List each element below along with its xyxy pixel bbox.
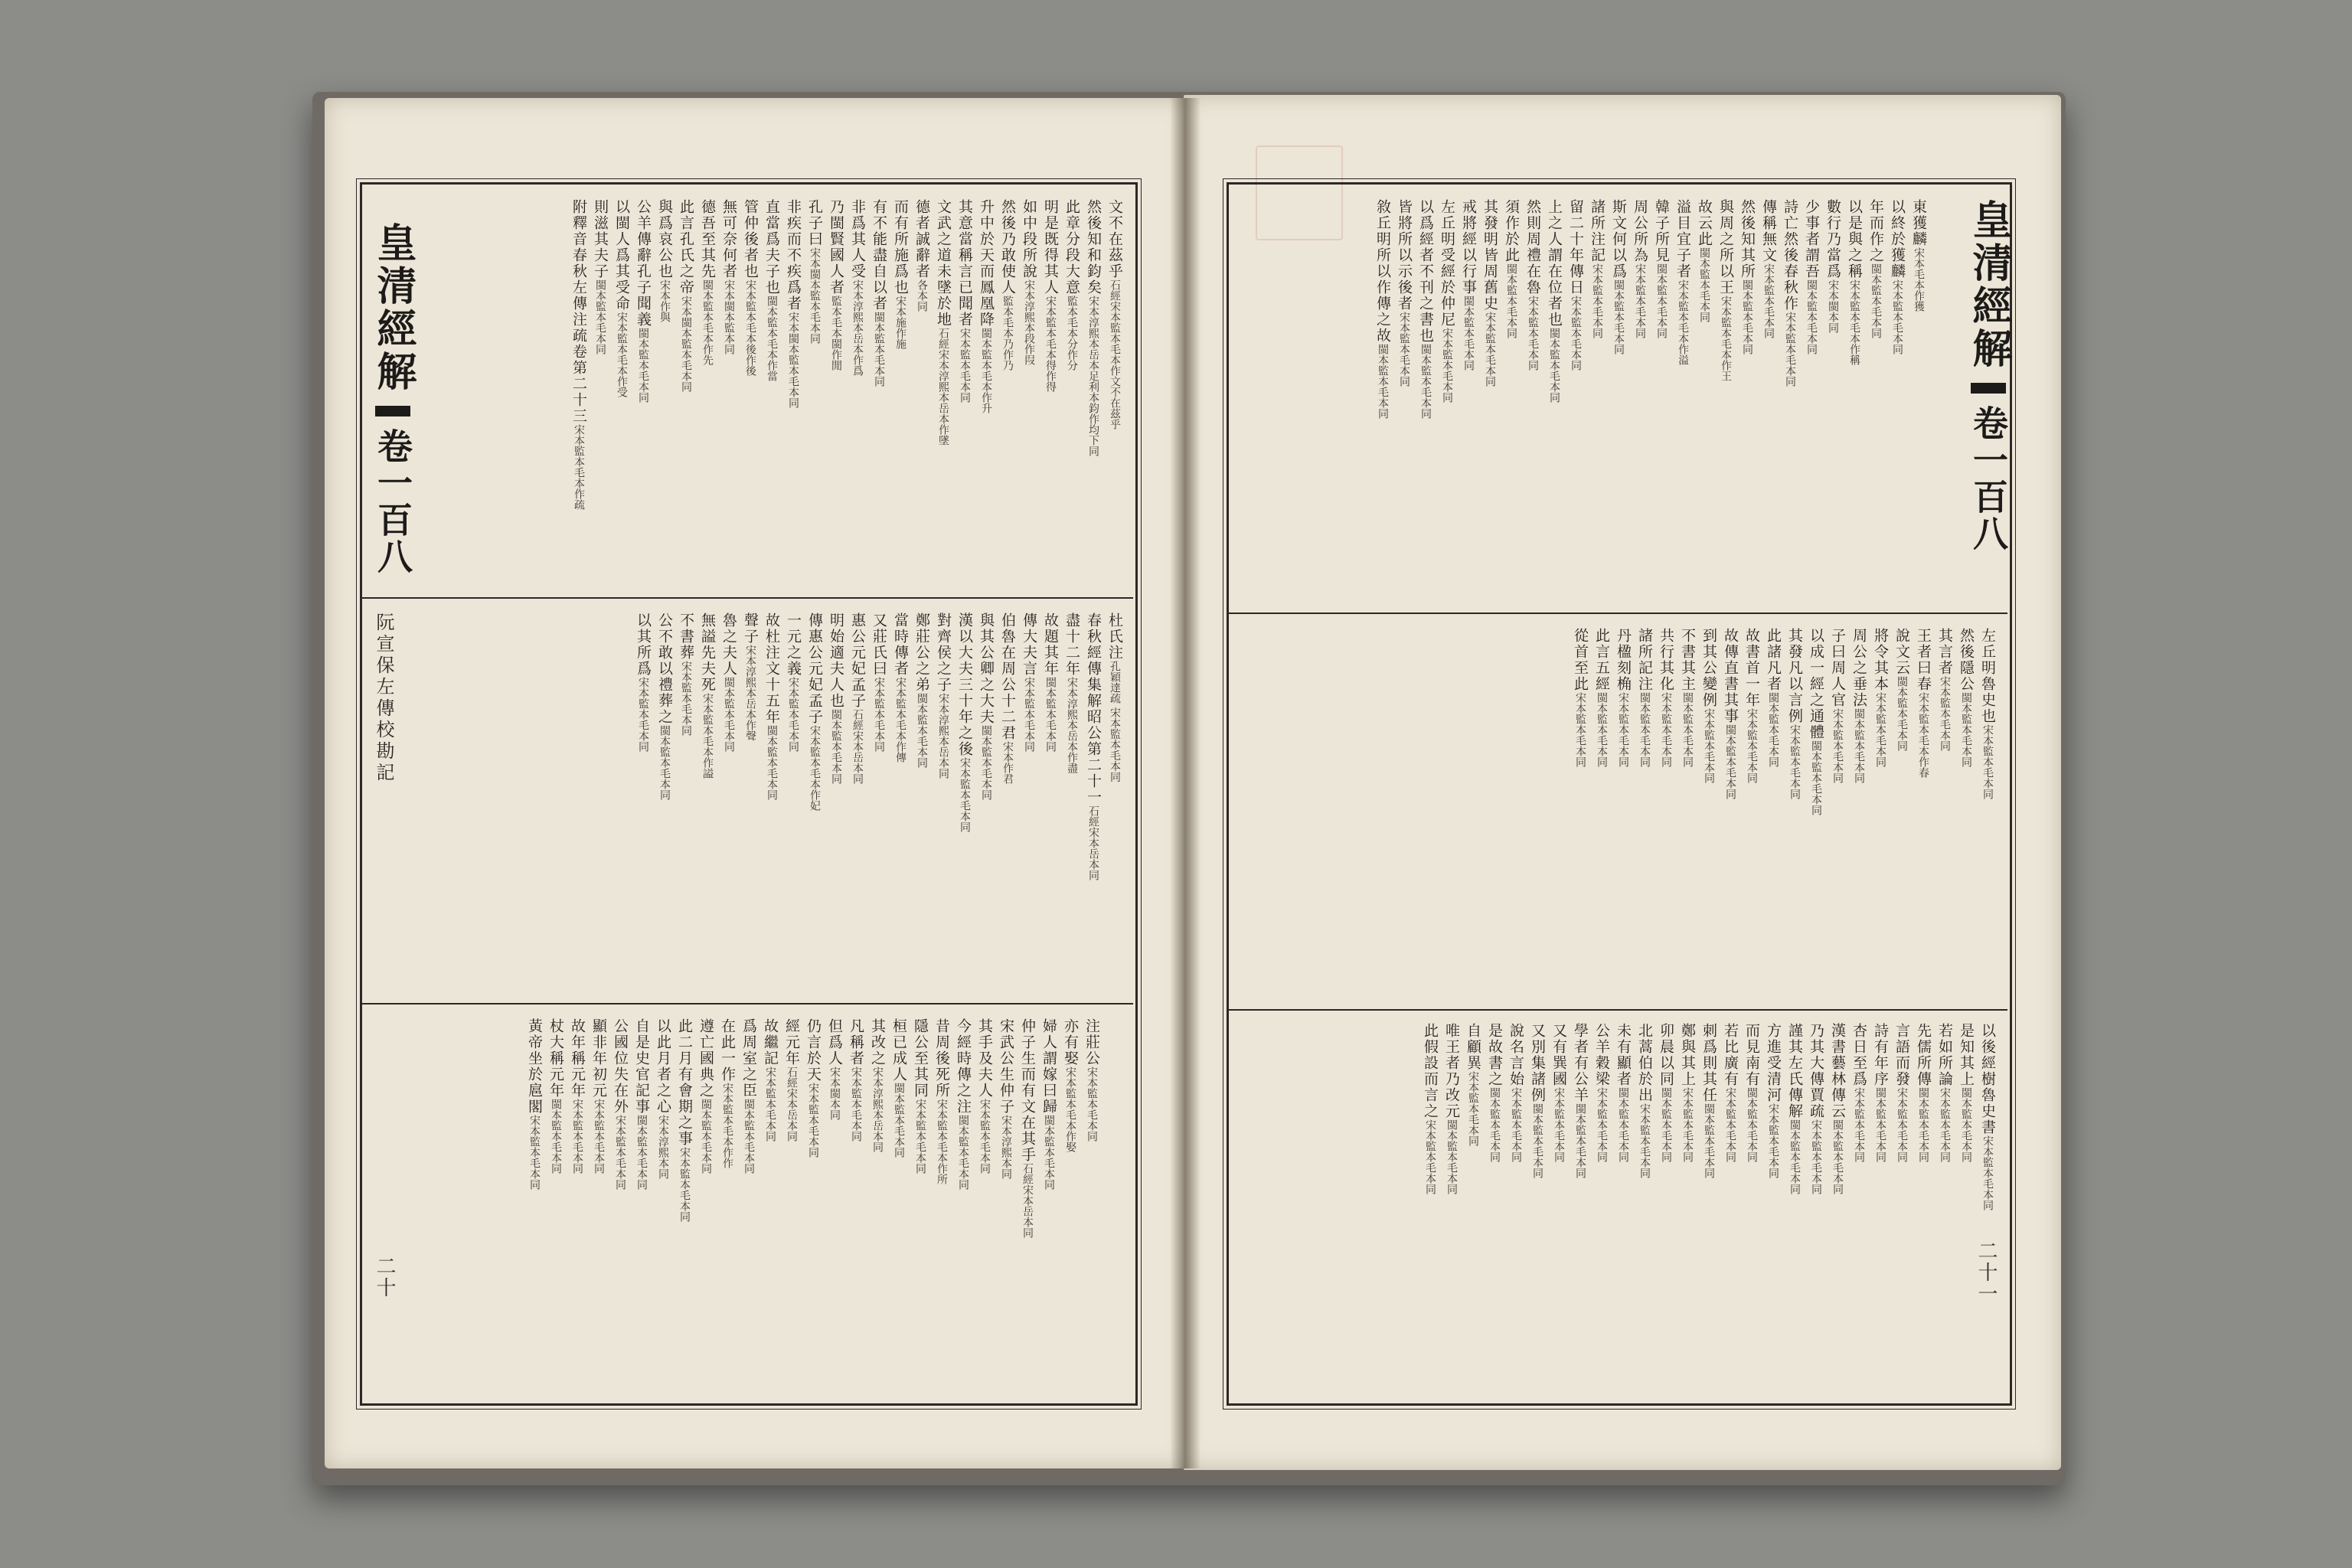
right_page-middle-entry: 共行其化宋本監本毛本同 bbox=[1658, 628, 1674, 767]
right_page-upper-entry: 傳稱無文宋本監本毛本同 bbox=[1760, 199, 1777, 338]
right_page-lower-entry: 漢書藝林傳云閩本監本毛本同 bbox=[1829, 1023, 1846, 1194]
right-book-banner bbox=[1960, 199, 2017, 552]
right_page-lower-entry: 唯王者乃改元閩本監本毛本同 bbox=[1443, 1023, 1460, 1194]
right_page-upper-entry: 須作於此閩本監本毛本同 bbox=[1503, 199, 1520, 338]
book-title-left: 皇清經解 bbox=[370, 222, 416, 394]
right_page-middle-entry: 故傳直書其事閩本監本毛本同 bbox=[1722, 628, 1739, 799]
right_page-middle-entry: 丹楹刻桷宋本監本毛本同 bbox=[1615, 628, 1632, 767]
right_page-lower-entry: 未有顯者閩本監本毛本同 bbox=[1615, 1023, 1632, 1162]
left_page-upper-entry: 然後知和鈞矣宋本淳熙本岳本足利本鈞作均下同 bbox=[1085, 199, 1102, 456]
right_page-middle-entry: 故書首一年宋本監本毛本同 bbox=[1743, 628, 1760, 783]
left_page-middle-entry: 故題其年閩本監本毛本同 bbox=[1042, 612, 1059, 752]
left_page-middle-entry: 與其公卿之大夫閩本監本毛本同 bbox=[978, 612, 995, 800]
left_page-lower-entry: 凡稱者宋本監本毛本同 bbox=[848, 1018, 864, 1142]
left_page-upper-entry: 升中於天而鳳凰降閩本監本毛本作升 bbox=[978, 199, 995, 413]
right-register-rule-2 bbox=[1227, 1009, 2007, 1011]
right_page-lower-entry: 以後經樹魯史書宋本監本毛本同 bbox=[1979, 1023, 1996, 1210]
left_page-lower-entry: 顯非年初元宋本監本毛本同 bbox=[590, 1018, 607, 1174]
right_page-middle-entry: 王者曰春宋本監本毛本作春 bbox=[1915, 628, 1932, 778]
right_page-upper-entry: 以終於獲麟宋本監本毛本同 bbox=[1889, 199, 1906, 354]
right_page-middle-entry: 其言者宋本監本毛本同 bbox=[1936, 628, 1953, 751]
right_page-middle-entry: 此言五經閩本監本毛本同 bbox=[1593, 628, 1610, 767]
left_page-upper-entry: 附釋音春秋左傳注疏卷第二十三宋本監本毛本作疏 bbox=[570, 199, 587, 510]
left_page-upper-entry: 明是既得其人宋本監本毛本得作得 bbox=[1042, 199, 1059, 392]
left_page-lower-entry: 注莊公宋本監本毛本同 bbox=[1083, 1018, 1100, 1142]
left_page-upper-entry: 如中段所說宋本淳熙本段作叚 bbox=[1021, 199, 1037, 365]
right_page-upper-entry: 以是與之稱宋本監本毛本作稱 bbox=[1846, 199, 1863, 365]
right_page-upper-entry: 東獲麟宋本毛本作獲 bbox=[1910, 199, 1927, 312]
right_page-lower-entry: 鄭與其上宋本監本毛本同 bbox=[1679, 1023, 1696, 1162]
left-upper-register bbox=[429, 199, 1125, 590]
left_page-upper-entry: 此章分段大意監本毛本分作分 bbox=[1063, 199, 1080, 371]
left-register-rule-2 bbox=[360, 1003, 1133, 1004]
right_page-middle-entry: 諸所記注閩本監本毛本同 bbox=[1636, 628, 1653, 767]
left_page-lower-entry: 遵亡國典之閩本監本毛本同 bbox=[697, 1018, 714, 1174]
right_page-middle-entry: 將令其本宋本監本毛本同 bbox=[1872, 628, 1889, 767]
left_page-upper-entry: 孔子曰宋本閩本監本毛本同 bbox=[806, 199, 823, 344]
right_page-lower-entry: 學者有公羊閩本監本毛本同 bbox=[1572, 1023, 1589, 1178]
left_page-lower-entry: 仲子生而有文在其手石經宋本岳本同 bbox=[1019, 1018, 1036, 1238]
left_page-lower-entry: 桓已成人閩本監本毛本同 bbox=[890, 1018, 907, 1158]
left_page-lower-entry: 婦人謂嫁曰歸閩本監本毛本同 bbox=[1040, 1018, 1057, 1190]
right_page-upper-entry: 皆將所以示後者宋本監本毛本同 bbox=[1396, 199, 1413, 387]
right_page-lower-entry: 自顧異宋本監本毛本同 bbox=[1465, 1023, 1481, 1146]
right_page-upper-entry: 上之人謂在位者也閩本監本毛本同 bbox=[1546, 199, 1563, 403]
left_page-middle-entry: 惠公元妃孟子石經宋本岳本同 bbox=[849, 612, 866, 784]
right_page-upper-entry: 故云此閩本監本毛本同 bbox=[1696, 199, 1713, 322]
right_page-lower-entry: 方進受清河宋本監本毛本同 bbox=[1765, 1023, 1782, 1178]
left_page-lower-entry: 昔周後死所宋本監本毛本作所 bbox=[933, 1018, 950, 1184]
left_page-upper-entry: 文武之道未墜於地石經宋本淳熙本岳本作墜 bbox=[935, 199, 952, 446]
left_page-middle-entry: 無謚先夫死宋本監本毛本作謚 bbox=[699, 612, 716, 779]
right_page-upper-entry: 然則周禮在魯宋本監本毛本同 bbox=[1524, 199, 1541, 371]
right_page-upper-entry: 戒將經以行事閩本監本毛本同 bbox=[1460, 199, 1477, 371]
left_page-middle-entry: 傳惠公元妃孟子宋本監本毛本作妃 bbox=[806, 612, 823, 811]
right_page-lower-entry: 公羊穀梁宋本監本毛本同 bbox=[1593, 1023, 1610, 1162]
colophon: 阮宣保左傳校勘記 bbox=[373, 612, 394, 784]
left_page-middle-entry: 聲子宋本淳熙本岳本作聲 bbox=[742, 612, 759, 741]
right_page-lower-entry: 又有巽國宋本監本毛本同 bbox=[1550, 1023, 1567, 1162]
right-middle-register bbox=[1240, 628, 1998, 1001]
left_page-upper-entry: 直當爲夫子也閩本監本毛本作當 bbox=[763, 199, 780, 381]
left_page-upper-entry: 無可奈何者宋本閩本監本同 bbox=[720, 199, 737, 354]
right_page-upper-entry: 左丘明受經於仲尼宋本監本毛本同 bbox=[1439, 199, 1455, 403]
right_page-middle-entry: 此諸凡者閩本監本毛本同 bbox=[1765, 628, 1782, 767]
right_page-middle-entry: 到其公變例宋本監本毛本同 bbox=[1700, 628, 1717, 783]
right_page-middle-entry: 以成一經之通體閩本監本毛本同 bbox=[1808, 628, 1824, 815]
left_page-upper-entry: 此言孔氏之帝宋本閩本監本毛本同 bbox=[678, 199, 694, 392]
right_page-lower-entry: 北蒿伯於出宋本監本毛本同 bbox=[1636, 1023, 1653, 1178]
left_page-middle-entry: 傳大夫言宋本監本毛本同 bbox=[1021, 612, 1037, 752]
book-gutter bbox=[1170, 98, 1200, 1468]
right_page-lower-entry: 又別集諸例閩本監本毛本同 bbox=[1529, 1023, 1546, 1178]
folio-left: 二十 bbox=[373, 1256, 396, 1298]
right_page-lower-entry: 此假設而言之宋本監本毛本同 bbox=[1422, 1023, 1439, 1194]
left_page-upper-entry: 非疾而不疾爲者宋本閩本監本毛本同 bbox=[785, 199, 802, 408]
right_page-lower-entry: 卯晨以同閩本監本毛本同 bbox=[1658, 1023, 1674, 1162]
right_page-lower-entry: 若比廣有宋本監本毛本同 bbox=[1722, 1023, 1739, 1162]
left_page-middle-entry: 伯魯在周公十二君宋本作君 bbox=[999, 612, 1016, 784]
right_page-lower-entry: 說名言始宋本監本毛本同 bbox=[1508, 1023, 1524, 1162]
right_page-upper-entry: 以爲經者不刊之書也閩本監本毛本同 bbox=[1417, 199, 1434, 419]
right-register-rule-1 bbox=[1227, 612, 2007, 614]
left_page-lower-entry: 宋武公生仲子宋本淳熙本同 bbox=[998, 1018, 1014, 1179]
right_page-lower-entry: 乃其大傳賈疏宋本監本毛本同 bbox=[1808, 1023, 1824, 1194]
left_page-upper-entry: 非爲其人受宋本淳熙本岳本作爲 bbox=[849, 199, 866, 376]
right_page-lower-entry: 若如所論宋本監本毛本同 bbox=[1936, 1023, 1953, 1162]
right_page-middle-entry: 從首至此宋本監本毛本同 bbox=[1572, 628, 1589, 767]
right_page-middle-entry: 周公之垂法閩本監本毛本同 bbox=[1851, 628, 1867, 783]
left_page-lower-entry: 以此月者之心宋本淳熙本同 bbox=[655, 1018, 671, 1179]
right_page-middle-entry: 然後隱公閩本監本毛本同 bbox=[1958, 628, 1975, 767]
right_page-lower-entry: 謹其左氏傳解閩本監本毛本同 bbox=[1786, 1023, 1803, 1194]
left-book-banner bbox=[364, 222, 422, 575]
left_page-upper-entry: 與爲哀公也宋本作與 bbox=[656, 199, 673, 322]
left_page-lower-entry: 此二月有會期之事宋本監本毛本同 bbox=[676, 1018, 693, 1222]
right_page-middle-entry: 說文云閩本監本毛本同 bbox=[1893, 628, 1910, 751]
right-lower-register bbox=[1240, 1023, 1998, 1393]
left_page-upper-entry: 乃閩賢國人者監本毛本閩作閒 bbox=[828, 199, 844, 371]
left_page-middle-entry: 杜氏注孔穎達疏 宋本監本毛本同 bbox=[1106, 612, 1123, 782]
left_page-lower-entry: 杖大稱元年閩本監本毛本同 bbox=[547, 1018, 564, 1174]
left_page-middle-entry: 魯之夫人閩本監本毛本同 bbox=[720, 612, 737, 752]
left_page-lower-entry: 其手及夫人宋本監本毛本同 bbox=[976, 1018, 993, 1174]
fishtail-mark bbox=[375, 406, 410, 416]
right_page-lower-entry: 刺爲則其任閩本監本毛本同 bbox=[1700, 1023, 1717, 1178]
left_page-middle-entry: 以其所爲宋本監本毛本同 bbox=[635, 612, 652, 752]
right_page-lower-entry: 而見南有閩本監本毛本同 bbox=[1743, 1023, 1760, 1162]
left_page-upper-entry: 有不能盡自以者閩本監本毛本同 bbox=[871, 199, 887, 387]
left_page-middle-entry: 鄭莊公之弟閩本監本毛本同 bbox=[913, 612, 930, 768]
volume-number-left: 卷一百八 bbox=[372, 428, 413, 576]
left_page-middle-entry: 一元之義宋本監本毛本同 bbox=[785, 612, 802, 752]
left_page-upper-entry: 公羊傳辭孔子聞義閩本監本毛本同 bbox=[635, 199, 652, 403]
left_page-lower-entry: 爲周室之臣閩本監本毛本同 bbox=[740, 1018, 757, 1174]
left_page-middle-entry: 對齊侯之子宋本淳熙本岳本同 bbox=[935, 612, 952, 779]
left_page-upper-entry: 管仲後者也宋本監本毛本後作後 bbox=[742, 199, 759, 376]
left_page-lower-entry: 故繼記宋本監本毛本同 bbox=[762, 1018, 779, 1142]
left_page-middle-entry: 不書葬宋本監本毛本同 bbox=[678, 612, 694, 736]
left_page-lower-entry: 在此一作宋本監本毛本作作 bbox=[719, 1018, 736, 1168]
left_page-upper-entry: 其意當稱言已聞者宋本監本毛本同 bbox=[956, 199, 973, 403]
left_page-upper-entry: 而有所施爲也宋本施作施 bbox=[892, 199, 909, 349]
right_page-upper-entry: 其發明皆周舊史宋本監本毛本同 bbox=[1481, 199, 1498, 387]
left_page-middle-entry: 明始適夫人也閩本監本毛本同 bbox=[828, 612, 844, 784]
right_page-upper-entry: 少事者謂吾閩本監本毛本同 bbox=[1803, 199, 1820, 354]
right_page-upper-entry: 數行乃當爲宋本閩本同 bbox=[1824, 199, 1841, 333]
right-upper-register bbox=[1240, 199, 1929, 603]
right_page-upper-entry: 周公所為宋本監本毛本同 bbox=[1632, 199, 1648, 338]
right_page-lower-entry: 先儒所傳閩本監本毛本同 bbox=[1915, 1023, 1932, 1162]
right_page-upper-entry: 年而作之閩本監本毛本同 bbox=[1867, 199, 1884, 338]
left-register-rule-1 bbox=[360, 597, 1133, 599]
left-lower-register bbox=[383, 1018, 1102, 1393]
right_page-lower-entry: 是故書之閩本監本毛本同 bbox=[1486, 1023, 1503, 1162]
fishtail-mark-right bbox=[1971, 383, 2006, 394]
right_page-middle-entry: 子曰周人官宋本監本毛本同 bbox=[1829, 628, 1846, 783]
left-middle-register bbox=[383, 612, 1125, 994]
left_page-upper-entry: 以閩人爲其受命宋本監本毛本作受 bbox=[613, 199, 630, 397]
right_page-upper-entry: 與周之所以王宋本監本毛本作王 bbox=[1717, 199, 1734, 381]
left_page-middle-entry: 公不敢以禮葬之閩本監本毛本同 bbox=[656, 612, 673, 800]
left_page-lower-entry: 黃帝坐於扈閣宋本監本毛本同 bbox=[526, 1018, 543, 1190]
left_page-lower-entry: 但爲人宋本閩本同 bbox=[826, 1018, 843, 1120]
left_page-lower-entry: 故年稱元年宋本監本毛本同 bbox=[569, 1018, 586, 1174]
right_page-middle-entry: 左丘明魯史也宋本監本毛本同 bbox=[1979, 628, 1996, 799]
right_page-upper-entry: 諸所注記宋本監本毛本同 bbox=[1589, 199, 1606, 338]
left_page-upper-entry: 則滋其夫子閩本監本毛本同 bbox=[592, 199, 609, 354]
left_page-middle-entry: 故杜注文十五年閩本監本毛本同 bbox=[763, 612, 780, 800]
left_page-upper-entry: 德吾至其先閩本監本毛本作先 bbox=[699, 199, 716, 365]
left_page-middle-entry: 春秋經傳集解昭公第二十一石經宋本岳本同 bbox=[1085, 612, 1102, 880]
left_page-lower-entry: 自是史官記事閩本監本毛本同 bbox=[633, 1018, 650, 1190]
right_page-upper-entry: 詩亡然後春秋作宋本監本毛本同 bbox=[1782, 199, 1798, 387]
left_page-lower-entry: 公國位失在外宋本監本毛本同 bbox=[612, 1018, 629, 1190]
volume-number-right: 卷一百八 bbox=[1968, 405, 2009, 553]
right_page-upper-entry: 留二十年傳日宋本監本毛本同 bbox=[1567, 199, 1584, 371]
left_page-middle-entry: 又莊氏曰宋本監本毛本同 bbox=[871, 612, 887, 752]
left_page-middle-entry: 盡十二年宋本淳熙本岳本作盡 bbox=[1063, 612, 1080, 773]
right_page-upper-entry: 斯文何以爲閩本監本毛本同 bbox=[1610, 199, 1627, 354]
left_page-lower-entry: 其改之宋本淳熙本岳本同 bbox=[869, 1018, 886, 1152]
right_page-middle-entry: 其發凡以言例宋本監本毛本同 bbox=[1786, 628, 1803, 799]
left_page-upper-entry: 德者誠辭者各本同 bbox=[913, 199, 930, 312]
right_page-lower-entry: 杏日至爲宋本監本毛本同 bbox=[1851, 1023, 1867, 1162]
left_page-middle-entry: 當時傳者宋本監本毛本作傳 bbox=[892, 612, 909, 763]
left_page-middle-entry: 漢以大夫三十年之後宋本監本毛本同 bbox=[956, 612, 973, 832]
folio-right: 二十一 bbox=[1975, 1240, 1998, 1305]
right_page-lower-entry: 言語而發宋本監本毛本同 bbox=[1893, 1023, 1910, 1162]
right_page-upper-entry: 溢目宜子者宋本監本毛本作溢 bbox=[1674, 199, 1691, 365]
left_page-upper-entry: 然後乃敢使人監本毛本乃作乃 bbox=[999, 199, 1016, 371]
left_page-lower-entry: 隱公至其同宋本監本毛本同 bbox=[912, 1018, 929, 1174]
left_page-lower-entry: 經元年石經宋本岳本同 bbox=[783, 1018, 800, 1142]
left_page-lower-entry: 亦有娶宋本監本毛本作娶 bbox=[1062, 1018, 1079, 1152]
right_page-upper-entry: 敘丘明所以作傳之故閩本監本毛本同 bbox=[1374, 199, 1391, 419]
right_page-upper-entry: 韓子所見閩本監本毛本同 bbox=[1653, 199, 1670, 338]
right_page-lower-entry: 是知其上閩本監本毛本同 bbox=[1958, 1023, 1975, 1162]
right_page-middle-entry: 不書其主閩本監本毛本同 bbox=[1679, 628, 1696, 767]
left_page-lower-entry: 仍言於天宋本監本毛本同 bbox=[805, 1018, 822, 1158]
left_page-lower-entry: 今經時傳之注閩本監本毛本同 bbox=[955, 1018, 972, 1190]
right_page-upper-entry: 然後知其所閩本監本毛本同 bbox=[1739, 199, 1756, 354]
right_page-lower-entry: 詩有年序閩本監本毛本同 bbox=[1872, 1023, 1889, 1162]
left_page-upper-entry: 文不在茲乎石經宋本監本毛本作文不在茲乎 bbox=[1106, 199, 1123, 430]
book-title-right: 皇清經解 bbox=[1965, 199, 2012, 371]
